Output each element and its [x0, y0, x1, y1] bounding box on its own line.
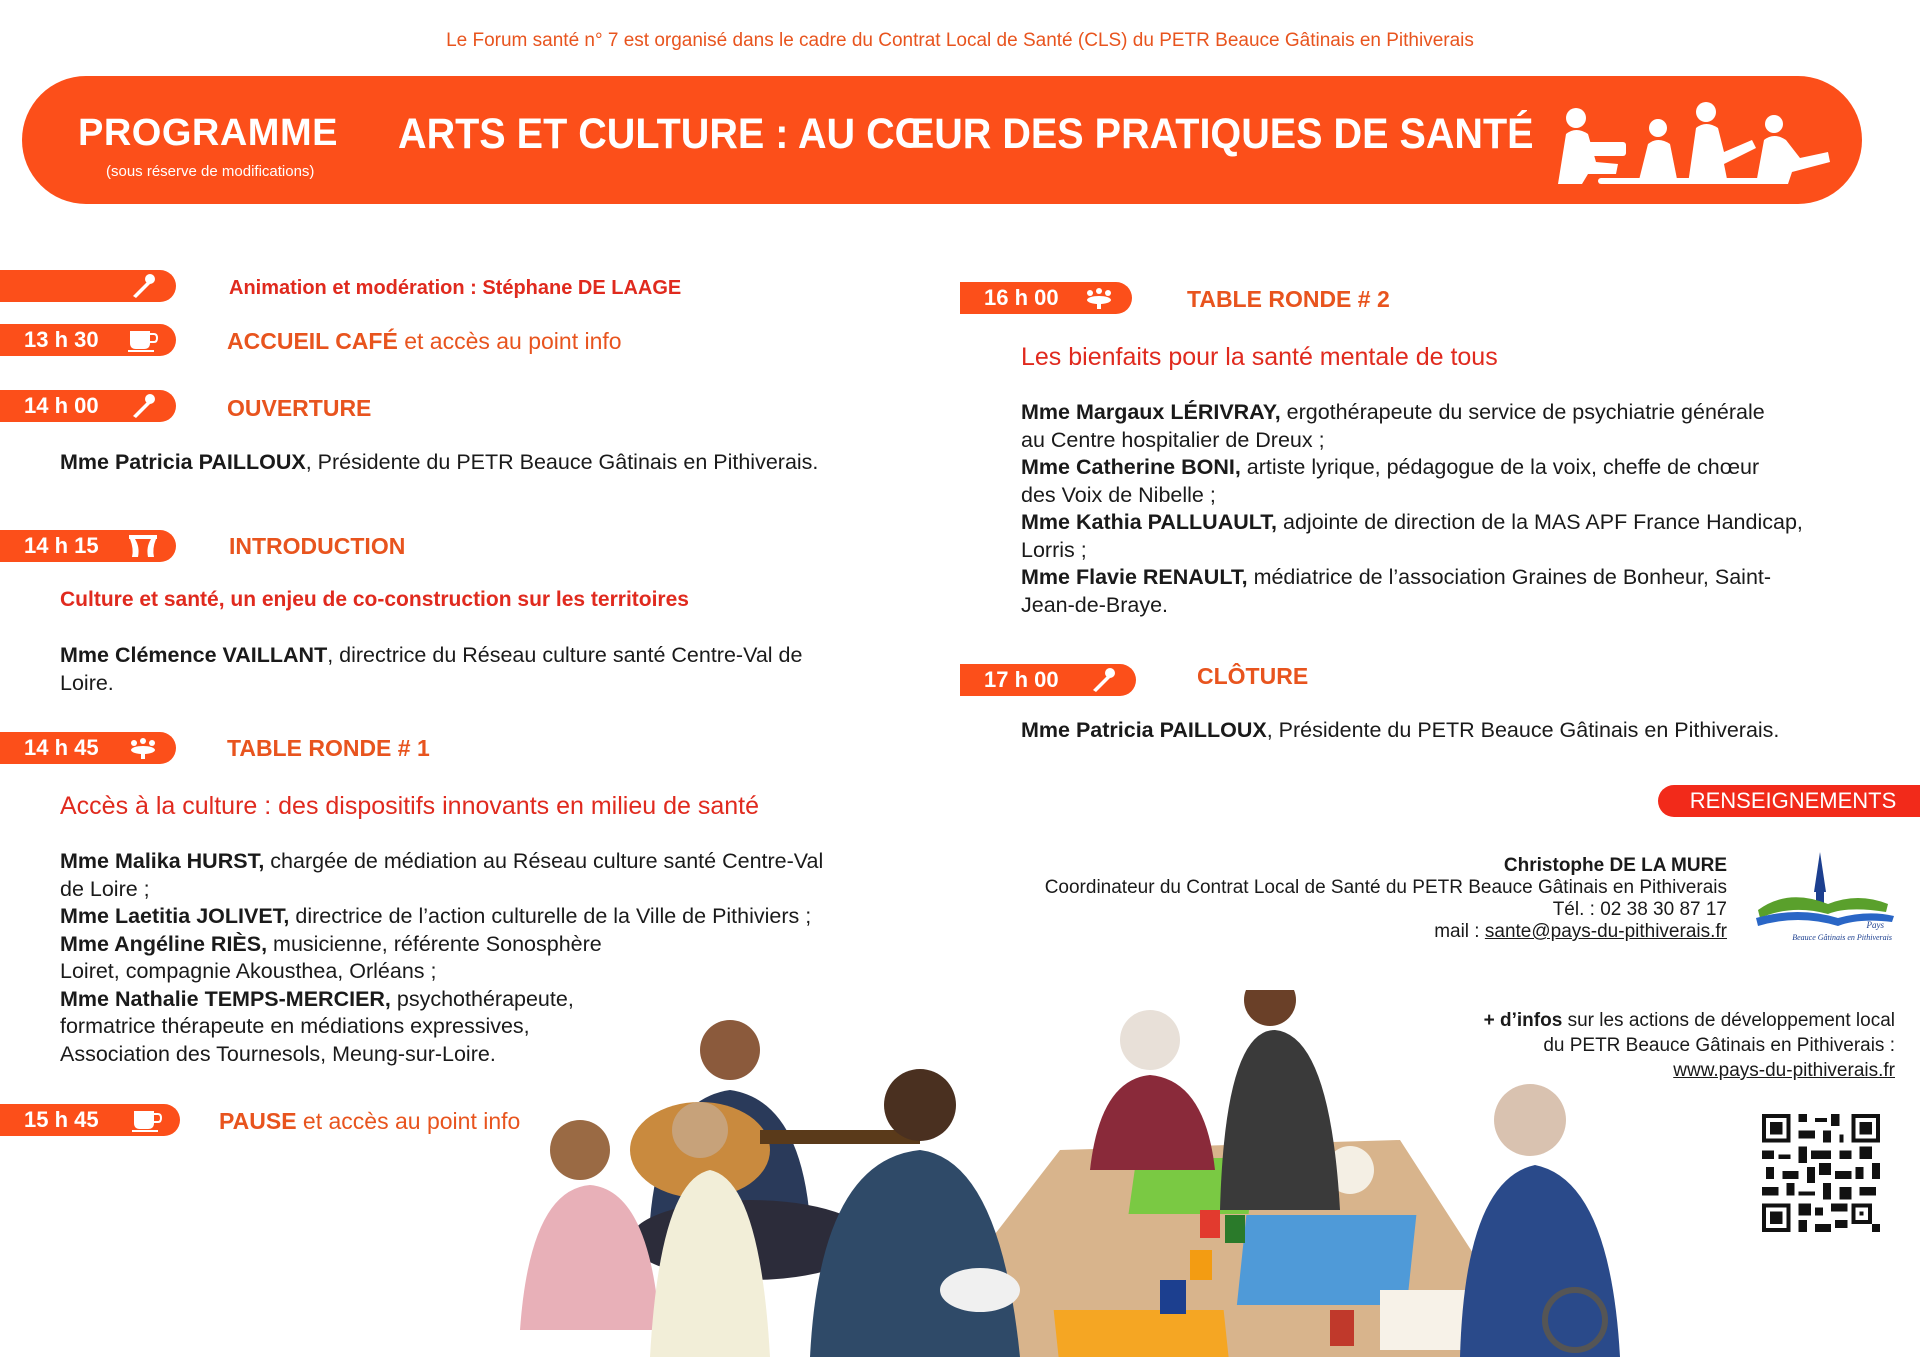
speaker-line: Mme Margaux LÉRIVRAY, ergothérapeute du service de psychiatrie générale	[1021, 400, 1765, 424]
speaker-line: au Centre hospitalier de Dreux ;	[1021, 427, 1325, 452]
accueil-rest: et accès au point info	[397, 328, 622, 354]
round-table-icon	[1084, 285, 1114, 311]
pause-label: PAUSE	[219, 1108, 297, 1134]
top-note: Le Forum santé n° 7 est organisé dans le cadre du Contrat Local de Santé (CLS) du PETR Beauce Gâtinais en Pithiverais	[446, 30, 1474, 51]
time-accueil: 13 h 30	[24, 327, 99, 352]
pays-logo	[1748, 848, 1898, 948]
cloture-heading: CLÔTURE	[1197, 663, 1309, 689]
table2-heading: TABLE RONDE # 2	[1187, 286, 1390, 312]
renseignements-badge: RENSEIGNEMENTS	[1658, 785, 1920, 817]
people-silhouettes-icon	[1538, 92, 1838, 192]
microphone-icon	[128, 393, 158, 419]
speaker-line: Mme Angéline RIÈS, musicienne, référente Sonosphère	[60, 931, 602, 956]
introduction-speaker	[60, 642, 830, 697]
cloture-speaker	[1021, 717, 1779, 745]
time-pill-table1	[0, 732, 176, 764]
accueil-label: ACCUEIL CAFÉ	[227, 328, 398, 354]
page-title: ARTS ET CULTURE : AU CŒUR DES PRATIQUES DE SANTÉ	[398, 110, 1534, 158]
speaker-line: Association des Tournesols, Meung-sur-Loire.	[60, 1041, 496, 1066]
time-table2: 16 h 00	[984, 285, 1059, 310]
time-ouverture: 14 h 00	[24, 393, 99, 418]
microphone-icon	[1088, 667, 1118, 693]
time-table1: 14 h 45	[24, 735, 99, 760]
speaker-name: Mme Patricia PAILLOUX	[1021, 718, 1267, 742]
programme-heading: PROGRAMME	[78, 112, 338, 154]
time-pill-introduction	[0, 530, 176, 562]
speaker-role-cont: Loire.	[60, 670, 114, 695]
contact-name: Christophe DE LA MURE	[1503, 855, 1727, 876]
speaker-line: Mme Nathalie TEMPS-MERCIER, psychothérapeute,	[60, 986, 574, 1011]
svg-text:Beauce Gâtinais en Pithiverais: Beauce Gâtinais en Pithiverais	[1792, 933, 1892, 942]
website-link[interactable]: www.pays-du-pithiverais.fr	[1673, 1060, 1895, 1081]
speaker-role: , Présidente du PETR Beauce Gâtinais en Pithiverais.	[1266, 718, 1780, 742]
svg-text:Pays: Pays	[1866, 920, 1884, 930]
infos-line1: + d’infos sur les actions de développement local	[1483, 1010, 1895, 1031]
theater-curtain-icon	[128, 533, 158, 559]
speaker-line: Mme Flavie RENAULT, médiatrice de l’association Graines de Bonheur, Saint-	[1021, 565, 1772, 589]
infos-line2: du PETR Beauce Gâtinais en Pithiverais :	[1543, 1035, 1895, 1056]
speaker-line: de Loire ;	[60, 876, 150, 901]
time-pill-ouverture	[0, 390, 176, 422]
pause-heading	[219, 1108, 520, 1135]
coffee-cup-icon	[132, 1107, 162, 1133]
time-introduction: 14 h 15	[24, 533, 99, 558]
ouverture-heading: OUVERTURE	[227, 395, 372, 421]
time-pill-table2	[960, 282, 1132, 314]
speaker-line: Mme Malika HURST, chargée de médiation au Réseau culture santé Centre-Val	[60, 849, 824, 873]
contact-tel: Tél. : 02 38 30 87 17	[1552, 899, 1727, 920]
speaker-line: formatrice thérapeute en médiations expressives,	[60, 1014, 530, 1038]
time-pill-accueil	[0, 324, 176, 356]
speaker-line: Lorris ;	[1021, 537, 1087, 562]
contact-block	[1045, 855, 1727, 943]
table2-speakers	[1021, 399, 1821, 619]
speaker-line: Jean-de-Braye.	[1021, 592, 1168, 617]
speaker-line: Mme Catherine BONI, artiste lyrique, pédagogue de la voix, cheffe de chœur	[1021, 455, 1760, 479]
time-pause: 15 h 45	[24, 1107, 99, 1132]
round-table-icon	[128, 735, 158, 761]
programme-note: (sous réserve de modifications)	[106, 163, 315, 180]
time-pill-cloture	[960, 664, 1136, 696]
coffee-cup-icon	[128, 327, 158, 353]
speaker-line: Loiret, compagnie Akousthea, Orléans ;	[60, 959, 437, 983]
speaker-line: Mme Laetitia JOLIVET, directrice de l’action culturelle de la Ville de Pithiviers ;	[60, 904, 812, 928]
speaker-name: Mme Patricia PAILLOUX	[60, 450, 306, 474]
speaker-line: Mme Kathia PALLUAULT, adjointe de direction de la MAS APF France Handicap,	[1021, 510, 1803, 534]
contact-role: Coordinateur du Contrat Local de Santé du PETR Beauce Gâtinais en Pithiverais	[1044, 877, 1727, 898]
mail-link[interactable]: sante@pays-du-pithiverais.fr	[1484, 921, 1727, 942]
speaker-line: des Voix de Nibelle ;	[1021, 482, 1216, 507]
introduction-subtitle: Culture et santé, un enjeu de co-construction sur les territoires	[60, 588, 689, 611]
time-cloture: 17 h 00	[984, 667, 1059, 692]
table1-subtitle: Accès à la culture : des dispositifs innovants en milieu de santé	[60, 792, 759, 820]
pause-rest: et accès au point info	[296, 1108, 521, 1134]
time-pill-pause	[0, 1104, 180, 1136]
table1-heading: TABLE RONDE # 1	[227, 735, 430, 761]
moderation-pill	[0, 270, 176, 302]
ouverture-speaker	[60, 449, 818, 477]
workshop-photo	[500, 990, 1620, 1357]
introduction-heading: INTRODUCTION	[229, 533, 406, 559]
speaker-role: , Présidente du PETR Beauce Gâtinais en Pithiverais.	[305, 450, 819, 474]
speaker-role: , directrice du Réseau culture santé Centre-Val de	[327, 643, 803, 667]
speaker-name: Mme Clémence VAILLANT	[60, 643, 328, 667]
table2-subtitle: Les bienfaits pour la santé mentale de tous	[1021, 343, 1498, 371]
accueil-heading	[227, 328, 622, 355]
qr-code[interactable]	[1762, 1114, 1880, 1232]
contact-mail-line: mail : sante@pays-du-pithiverais.fr	[1434, 921, 1727, 942]
microphone-icon	[128, 273, 158, 299]
moderation-label: Animation et modération : Stéphane DE LAAGE	[229, 277, 682, 299]
